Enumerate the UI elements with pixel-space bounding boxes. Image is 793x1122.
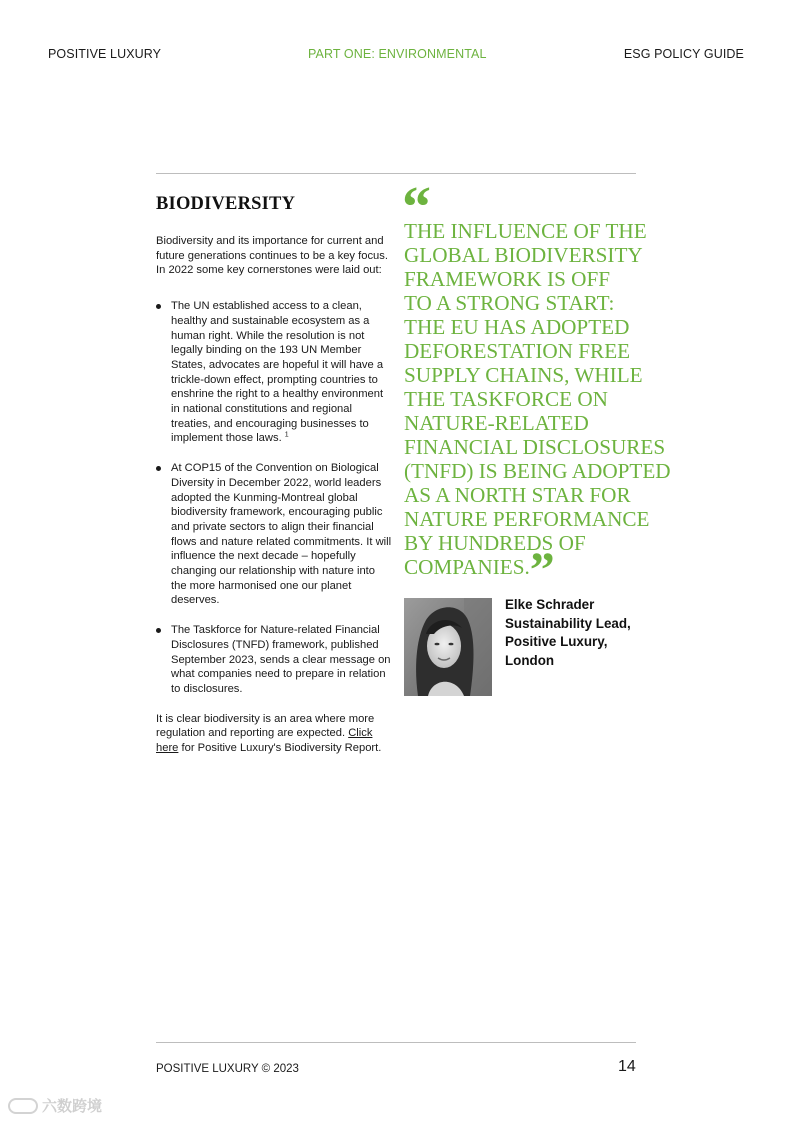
author-portrait xyxy=(404,598,492,696)
section-title: BIODIVERSITY xyxy=(156,194,296,214)
quote-line: TO A STRONG START: xyxy=(404,291,615,315)
author-attribution xyxy=(505,596,631,670)
bullet-text: At COP15 of the Convention on Biological Diversity in December 2022, world leaders adopted the Kunming-Montreal global biodiversity framework, encouraging public and private sectors to align their financial flows and nature related commitments. It will influence the next decade – hopefully changing our relationship with nature into the more harmonised one our planet deserves. xyxy=(171,462,392,607)
quote-line: THE INFLUENCE OF THE xyxy=(404,219,647,243)
bullet-dot-icon xyxy=(156,628,161,633)
quote-line: BY HUNDREDS OF xyxy=(404,531,586,555)
header-left-brand: POSITIVE LUXURY xyxy=(48,47,162,61)
quote-last-text: COMPANIES. xyxy=(404,555,530,579)
watermark-logo-icon xyxy=(8,1098,38,1114)
author-role: Sustainability Lead, xyxy=(505,615,631,631)
footer-copyright: POSITIVE LUXURY © 2023 xyxy=(156,1063,299,1075)
closing-text-before: It is clear biodiversity is an area where more regulation and reporting are expected. xyxy=(156,712,375,740)
page-number: 14 xyxy=(618,1058,636,1075)
header-section-title: PART ONE: ENVIRONMENTAL xyxy=(308,47,487,61)
quote-line: GLOBAL BIODIVERSITY xyxy=(404,243,643,267)
quote-line: NATURE-RELATED xyxy=(404,411,589,435)
open-quote-icon: “ xyxy=(402,174,428,239)
quote-line: THE EU HAS ADOPTED xyxy=(404,315,630,339)
pull-quote xyxy=(404,219,694,597)
footnote-marker[interactable]: 1 xyxy=(284,431,289,439)
quote-line: AS A NORTH STAR FOR xyxy=(404,483,631,507)
intro-paragraph: Biodiversity and its importance for current and future generations continues to be a key focus. In 2022 some key cornerstones were laid out: xyxy=(156,235,388,277)
closing-text-after: for Positive Luxury's Biodiversity Report. xyxy=(178,742,382,755)
quote-line: (TNFD) IS BEING ADOPTED xyxy=(404,459,671,483)
top-divider xyxy=(156,173,636,174)
biodiversity-column xyxy=(156,193,392,756)
list-item xyxy=(156,623,392,697)
list-item xyxy=(156,299,392,446)
watermark xyxy=(8,1095,102,1116)
quote-line: FRAMEWORK IS OFF xyxy=(404,267,611,291)
bullet-dot-icon xyxy=(156,466,161,471)
quote-line: FINANCIAL DISCLOSURES xyxy=(404,435,666,459)
header-guide-title: ESG POLICY GUIDE xyxy=(623,47,744,61)
bullet-dot-icon xyxy=(156,304,161,309)
bullet-text: The UN established access to a clean, healthy and sustainable ecosystem as a human right. While the resolution is not legally binding on the 193 UN Member States, advocates are hopeful it will have a trickle-down effect, prompting countries to enshrine the right to a healthy environment in national constitutions and regional treaties, and encouraging businesses to implement those laws. xyxy=(171,300,384,445)
close-quote-icon: ” xyxy=(529,541,552,597)
quote-line: SUPPLY CHAINS, WHILE xyxy=(404,363,643,387)
quote-line: DEFORESTATION FREE xyxy=(404,339,631,363)
quote-line: NATURE PERFORMANCE xyxy=(404,507,650,531)
closing-paragraph xyxy=(156,712,392,756)
author-company: Positive Luxury, xyxy=(505,634,608,649)
watermark-text: 六数跨境 xyxy=(42,1098,103,1115)
bullet-list xyxy=(156,299,392,697)
biodiversity-report-link[interactable]: Click here xyxy=(156,727,373,755)
list-item xyxy=(156,461,392,608)
portrait-image xyxy=(404,598,492,696)
quote-line: THE TASKFORCE ON xyxy=(404,387,608,411)
bullet-text: The Taskforce for Nature-related Financial Disclosures (TNFD) framework, published September 2023, sends a clear message on what companies need to prepare in relation to disclosures. xyxy=(171,624,391,695)
author-name: Elke Schrader xyxy=(505,597,595,612)
bottom-divider xyxy=(156,1042,636,1043)
author-location: London xyxy=(505,652,555,668)
